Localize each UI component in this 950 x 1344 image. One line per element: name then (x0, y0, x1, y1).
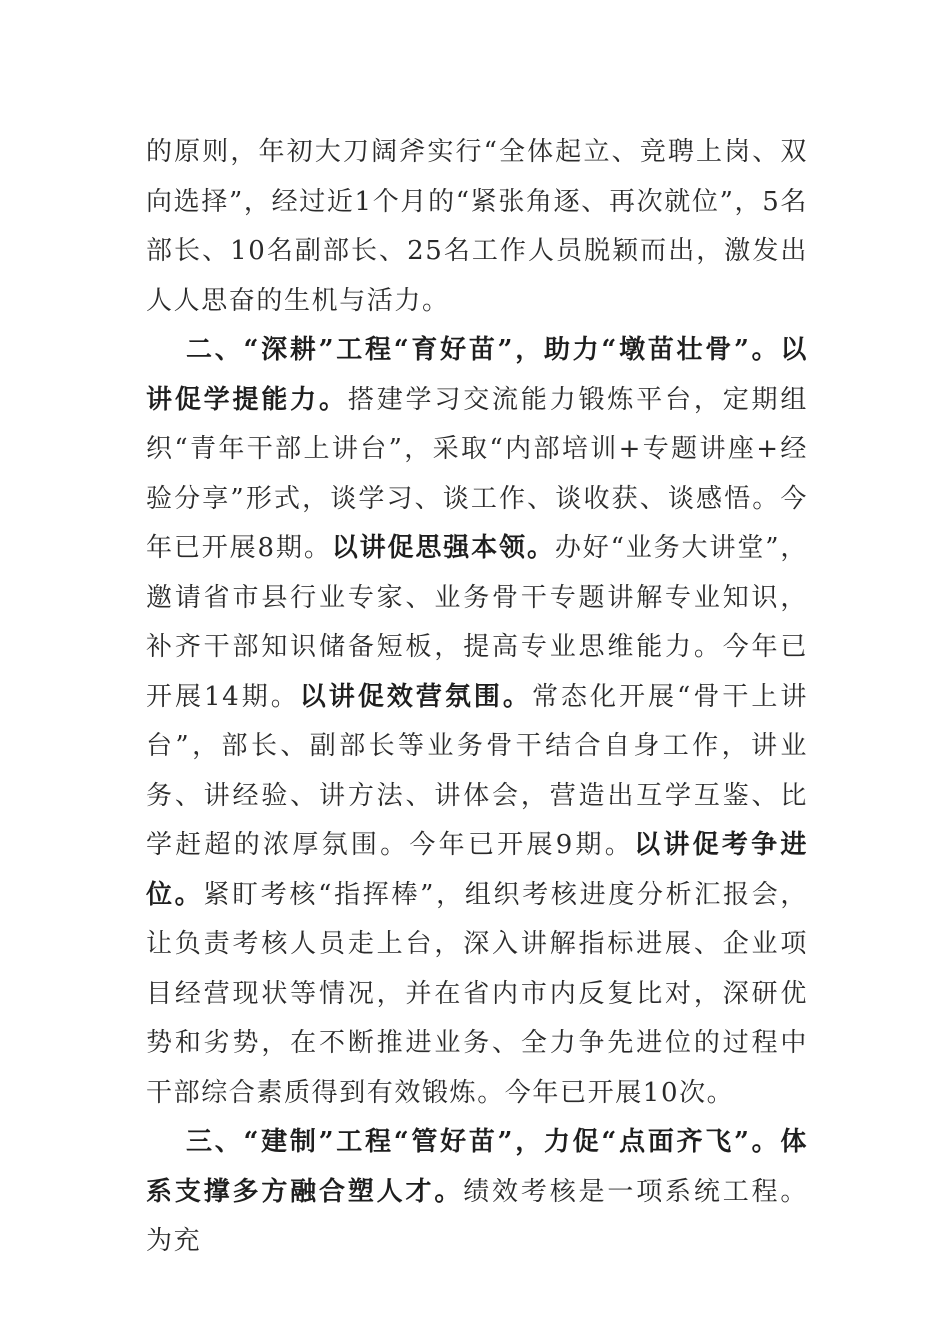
section-three-subtitle-1: 体系支撑多方融合塑人才。 (146, 1127, 808, 1207)
section-two-body-4: 紧盯考核“指挥棒”，组织考核进度分析汇报会，让负责考核人员走上台，深入讲解指标进展、企业项目经营现状等情况，并在省内市内反复比对，深研优势和劣势，在不断推进业务、全力争先进位的过程中干部综合素质得到有效锻炼。今年已开展10次。 (146, 879, 808, 1108)
section-two-subtitle-3: 以讲促效营氛围。 (299, 681, 532, 712)
section-three-paragraph (146, 1118, 808, 1267)
section-two-subtitle-1: 以讲促学提能力。 (146, 335, 808, 415)
section-two-body-1: 搭建学习交流能力锻炼平台，定期组织“青年干部上讲台”，采取“内部培训+专题讲座+经验分享”形式，谈学习、谈工作、谈收获、谈感悟。今年已开展8期。 (146, 384, 808, 563)
paragraph-1-text: 的原则，年初大刀阔斧实行“全体起立、竞聘上岗、双向选择”，经过近1个月的“紧张角逐、再次就位”，5名部长、10名副部长、25名工作人员脱颖而出，激发出人人思奋的生机与活力。 (146, 137, 808, 316)
section-two-subtitle-2: 以讲促思强本领。 (331, 533, 555, 563)
section-three-body-1: 绩效考核是一项系统工程。为充 (146, 1176, 808, 1256)
section-two-body-2: 办好“业务大讲堂”，邀请省市县行业专家、业务骨干专题讲解专业知识，补齐干部知识储备短板，提高专业思维能力。今年已开展14期。 (146, 533, 808, 712)
section-two-body-3: 常态化开展“骨干上讲台”，部长、副部长等业务骨干结合自身工作，讲业务、讲经验、讲方法、讲体会，营造出互学互鉴、比学赶超的浓厚氛围。今年已开展9期。 (146, 681, 808, 860)
document-body (146, 128, 808, 1267)
section-two-paragraph (146, 326, 808, 1118)
section-two-heading: 二、“深耕”工程“育好苗”，助力“墩苗壮骨”。 (186, 335, 781, 365)
paragraph-continuation (146, 128, 808, 326)
section-two-subtitle-4: 以讲促考争进位。 (146, 830, 808, 910)
section-three-heading: 三、“建制”工程“管好苗”，力促“点面齐飞”。 (186, 1127, 781, 1157)
